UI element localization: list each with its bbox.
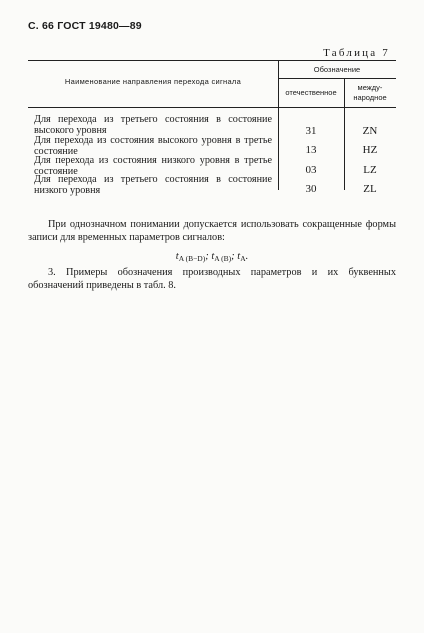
header-international-line2: народное bbox=[353, 93, 387, 102]
table-row-name: Для перехода из состояния низкого уровня в третье состояние bbox=[34, 155, 272, 177]
table-row-name: Для перехода из третьего состояния в состояние низкого уровня bbox=[34, 174, 272, 196]
table-row-domestic: 13 bbox=[305, 144, 317, 156]
table-row-name: Для перехода из состояния высокого уровня в третье состояние bbox=[34, 135, 272, 157]
formula-t: t bbox=[237, 251, 241, 262]
table-top-rule bbox=[28, 60, 396, 61]
formula-sub-3: A bbox=[240, 254, 246, 263]
header-international bbox=[344, 83, 396, 103]
table-row-domestic: 31 bbox=[305, 125, 317, 137]
header-bottom-rule bbox=[28, 107, 396, 108]
header-international-line1: между- bbox=[357, 83, 383, 92]
header-name: Наименование направления перехода сигнала bbox=[64, 77, 242, 86]
formula-end: . bbox=[245, 251, 249, 262]
table-title: Таблица 7 bbox=[323, 47, 390, 59]
formula-sub-1: A (B−D) bbox=[178, 254, 206, 263]
formula-sub-2: A (B) bbox=[214, 254, 232, 263]
table-row-international: LZ bbox=[363, 164, 377, 176]
table-row-name: Для перехода из третьего состояния в состояние высокого уровня bbox=[34, 114, 272, 136]
header-designation: Обозначение bbox=[313, 65, 361, 74]
page-header: С. 66 ГОСТ 19480—89 bbox=[28, 20, 142, 32]
table-row-international: ZN bbox=[362, 125, 378, 137]
formula-t: t bbox=[175, 251, 179, 262]
table-row-international: ZL bbox=[363, 183, 377, 195]
table-row-domestic: 03 bbox=[305, 164, 317, 176]
table-row-domestic: 30 bbox=[305, 183, 317, 195]
formula-sep: ; bbox=[231, 251, 235, 262]
table-row-international: HZ bbox=[362, 144, 378, 156]
formula-sep: ; bbox=[205, 251, 209, 262]
header-domestic: отечественное bbox=[285, 88, 337, 97]
header-sub-rule bbox=[278, 78, 396, 79]
formula-line bbox=[0, 251, 424, 262]
paragraph-short-forms: При однозначном понимании допускается использовать сокращенные формы записи для временных параметров сигналов: bbox=[28, 219, 396, 243]
formula-t: t bbox=[211, 251, 215, 262]
paragraph-examples: 3. Примеры обозначения производных параметров и их буквенных обозначений приведены в табл. 8. bbox=[28, 267, 396, 291]
